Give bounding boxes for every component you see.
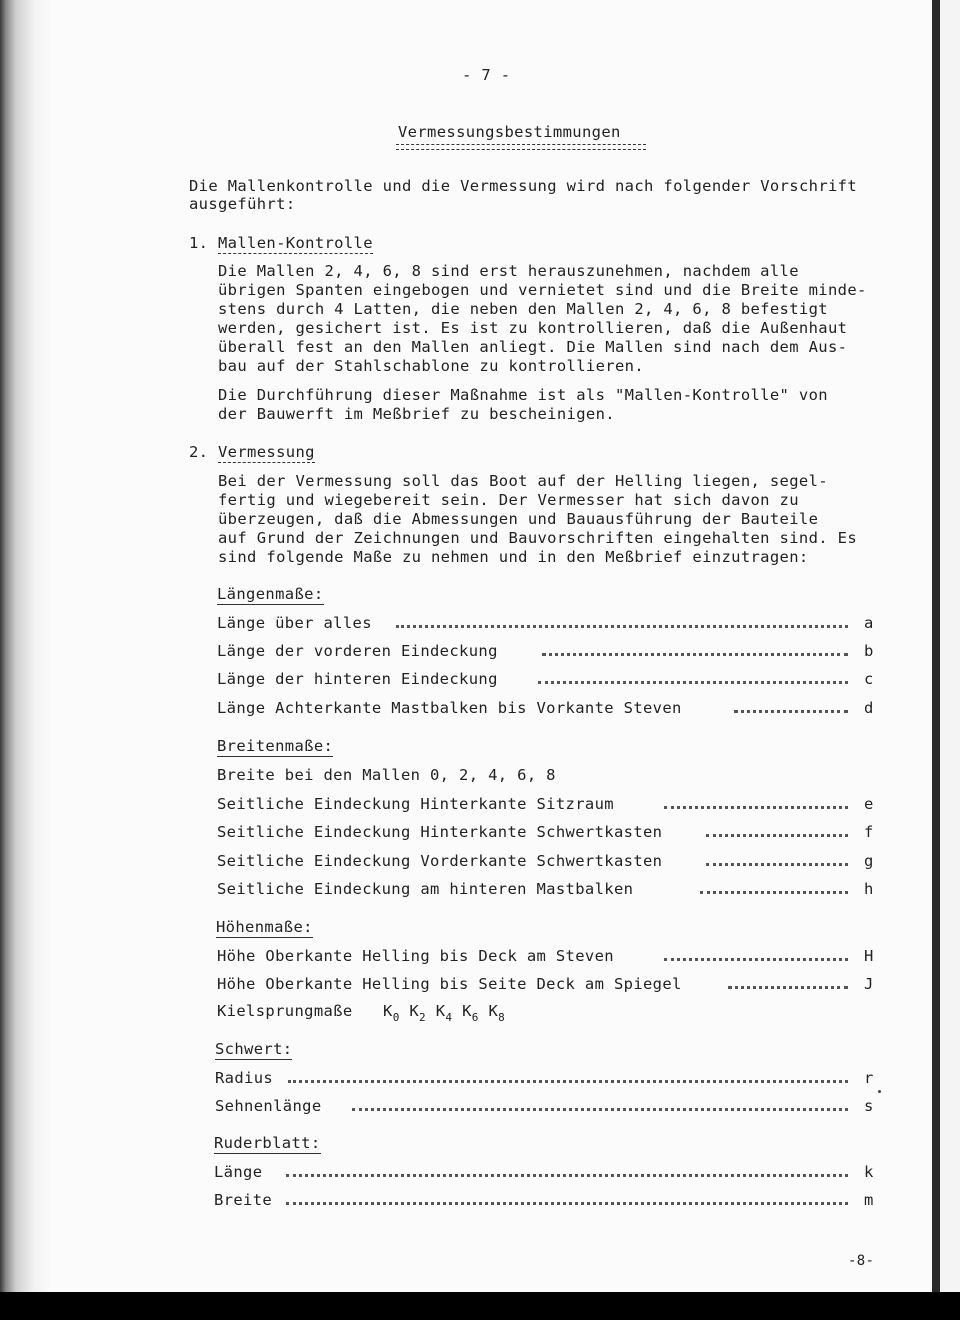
leader-dots	[352, 1108, 848, 1111]
measure-row	[0, 766, 960, 786]
measure-row	[0, 975, 960, 995]
title-double-underline	[396, 144, 646, 150]
group-title: Breitenmaße:	[217, 737, 334, 755]
measure-row	[0, 699, 960, 719]
measure-symbol: h	[864, 880, 874, 898]
next-page-marker: -8-	[848, 1253, 875, 1269]
leader-dots	[396, 625, 848, 628]
intro-line: Die Mallenkontrolle und die Vermessung wird nach folgender Vorschrift	[189, 177, 858, 195]
measure-symbol: H	[864, 947, 874, 965]
section-number: 2.	[189, 443, 209, 461]
kiel-symbol: K	[488, 1002, 499, 1020]
kiel-subscript: 0	[392, 1011, 400, 1024]
measure-row	[0, 1191, 960, 1211]
measure-label: Länge der vorderen Eindeckung	[217, 642, 498, 660]
paragraph-line: werden, gesichert ist. Es ist zu kontrollieren, daß die Außenhaut	[218, 319, 848, 337]
kiel-subscript: 8	[498, 1011, 506, 1024]
measure-symbol: m	[864, 1191, 874, 1209]
measure-row	[0, 947, 960, 967]
measure-symbol: g	[864, 852, 874, 870]
measure-row	[0, 642, 960, 662]
measure-symbol: k	[864, 1163, 874, 1181]
leader-dots	[542, 653, 848, 656]
leader-dots	[728, 986, 848, 989]
measure-label: Radius	[215, 1069, 274, 1087]
measure-label: Höhe Oberkante Helling bis Deck am Steven	[217, 947, 614, 965]
paragraph-line: stens durch 4 Latten, die neben den Mallen 2, 4, 6, 8 befestigt	[218, 300, 828, 318]
measure-label: Kielsprungmaße	[217, 1002, 353, 1020]
measure-symbol: d	[864, 699, 874, 717]
measure-label: Seitliche Eindeckung Hinterkante Schwertkasten	[217, 823, 663, 841]
measure-label: Sehnenlänge	[215, 1097, 322, 1115]
measure-symbol: r	[864, 1069, 874, 1087]
measure-row	[0, 670, 960, 690]
leader-dots	[286, 1174, 848, 1177]
kiel-subscript: 2	[419, 1011, 427, 1024]
leader-dots	[664, 806, 848, 809]
group-title: Ruderblatt:	[214, 1134, 321, 1152]
measure-symbol: b	[864, 642, 874, 660]
measure-row	[0, 1097, 960, 1117]
group-title: Höhenmaße:	[216, 918, 313, 936]
measure-row	[0, 1069, 960, 1089]
measure-label: Höhe Oberkante Helling bis Seite Deck am Spiegel	[217, 975, 682, 993]
paragraph-line: auf Grund der Zeichnungen und Bauvorschriften eingehalten sind. Es	[218, 529, 857, 547]
measure-row	[0, 880, 960, 900]
measure-label: Länge	[214, 1163, 263, 1181]
group-title: Längenmaße:	[217, 585, 324, 603]
ink-speck	[878, 1090, 881, 1093]
paragraph-line: bau auf der Stahlschablone zu kontrollieren.	[218, 357, 644, 375]
kiel-symbols	[383, 1002, 506, 1024]
paragraph-line: überall fest an den Mallen anliegt. Die Mallen sind nach dem Aus-	[218, 338, 848, 356]
measure-row	[0, 852, 960, 872]
leader-dots	[664, 958, 848, 961]
measure-label: Seitliche Eindeckung am hinteren Mastbalken	[217, 880, 634, 898]
group-title: Schwert:	[215, 1040, 293, 1058]
kiel-subscript: 4	[445, 1011, 453, 1024]
measure-symbol: a	[864, 614, 874, 632]
leader-dots	[286, 1202, 848, 1205]
measure-row	[0, 795, 960, 815]
leader-dots	[706, 834, 848, 837]
page-title: Vermessungsbestimmungen	[398, 123, 621, 141]
leader-dots	[700, 891, 848, 894]
kiel-symbol: K	[462, 1002, 472, 1020]
scan-border	[0, 1292, 960, 1320]
measure-symbol: J	[864, 975, 874, 993]
measure-row	[0, 1163, 960, 1183]
leader-dots	[288, 1080, 848, 1083]
measure-label: Länge über alles	[217, 614, 372, 632]
page-number: - 7 -	[462, 66, 511, 84]
measure-symbol: s	[864, 1097, 874, 1115]
section-title: Vermessung	[218, 443, 315, 461]
paragraph-line: Bei der Vermessung soll das Boot auf der Helling liegen, segel-	[218, 472, 828, 490]
measure-symbol: c	[864, 670, 874, 688]
leader-dots	[538, 681, 848, 684]
measure-label: Länge Achterkante Mastbalken bis Vorkante Steven	[217, 699, 682, 717]
kiel-row	[0, 1002, 960, 1022]
leader-dots	[706, 863, 848, 866]
measure-row	[0, 614, 960, 634]
paragraph-line: der Bauwerft im Meßbrief zu bescheinigen.	[218, 405, 615, 423]
measure-label: Seitliche Eindeckung Hinterkante Sitzraum	[217, 795, 614, 813]
kiel-symbol: K	[383, 1002, 393, 1020]
measure-label: Länge der hinteren Eindeckung	[217, 670, 498, 688]
paragraph-line: überzeugen, daß die Abmessungen und Bauausführung der Bauteile	[218, 510, 819, 528]
leader-dots	[734, 710, 848, 713]
section-number: 1.	[189, 234, 209, 252]
paragraph-line: Die Mallen 2, 4, 6, 8 sind erst herauszunehmen, nachdem alle	[218, 262, 799, 280]
measure-symbol: f	[864, 823, 874, 841]
kiel-symbol: K	[409, 1002, 420, 1020]
kiel-subscript: 6	[471, 1011, 479, 1024]
measure-label: Seitliche Eindeckung Vorderkante Schwertkasten	[217, 852, 663, 870]
paragraph-line: sind folgende Maße zu nehmen und in den Meßbrief einzutragen:	[218, 548, 809, 566]
paragraph-line: fertig und wiegebereit sein. Der Vermesser hat sich davon zu	[218, 491, 799, 509]
intro-line: ausgeführt:	[189, 195, 296, 213]
measure-label: Breite	[214, 1191, 273, 1209]
paragraph-line: übrigen Spanten eingebogen und vernietet sind und die Breite minde-	[218, 281, 867, 299]
section-title: Mallen-Kontrolle	[218, 234, 373, 252]
measure-row	[0, 823, 960, 843]
measure-label: Breite bei den Mallen 0, 2, 4, 6, 8	[217, 766, 556, 784]
measure-symbol: e	[864, 795, 874, 813]
paragraph-line: Die Durchführung dieser Maßnahme ist als "Mallen-Kontrolle" von	[218, 386, 828, 404]
kiel-symbol: K	[435, 1002, 446, 1020]
